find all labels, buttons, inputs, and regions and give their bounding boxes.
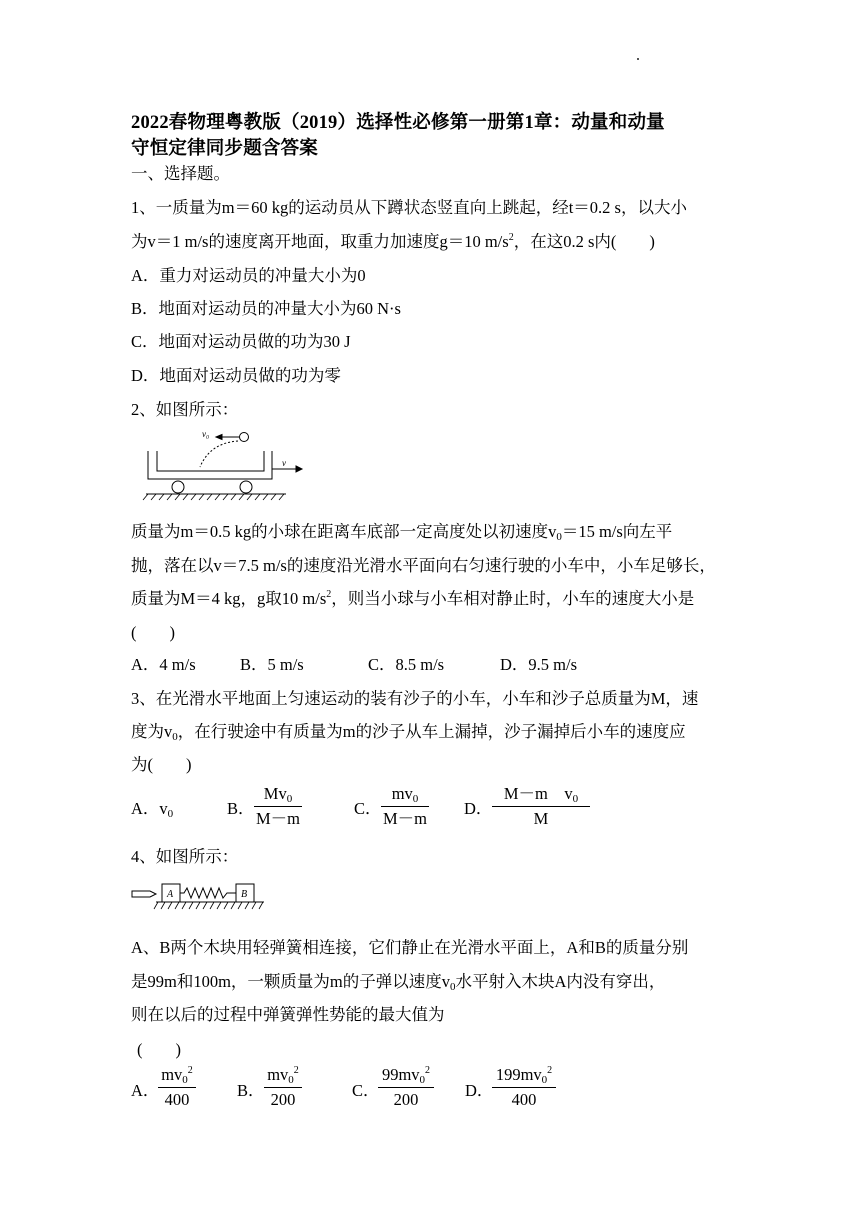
cart-inner-wall xyxy=(157,451,264,471)
q3-option-b-fraction xyxy=(254,786,302,827)
cart-wheel-left xyxy=(172,481,184,493)
q4-line2-subscript: 0 xyxy=(450,981,456,993)
ball xyxy=(240,433,249,442)
q4-option-d-denominator: 400 xyxy=(511,1089,537,1109)
q4-option-c-numerator: $99mv_0^2$ xyxy=(378,1067,434,1088)
q2-text-line-3 xyxy=(131,585,694,609)
q4-text-line-3: 则在以后的过程中弹簧弹性势能的最大值为 xyxy=(131,1005,445,1024)
q4-option-c-denominator: 200 xyxy=(393,1089,419,1109)
q2-line3-part-b: ，则当小球与小车相对静止时，小车的速度大小是 xyxy=(331,589,695,608)
q1-option-c: C．地面对运动员做的功为30 J xyxy=(131,332,351,351)
q3-option-a-value: v xyxy=(159,799,168,818)
q3-option-d-fraction xyxy=(492,786,590,827)
q2-text-line-2: 抛，落在以v＝7.5 m/s的速度沿光滑水平面向右匀速行驶的小车中，小车足够长， xyxy=(131,556,716,575)
q3-option-d-label: D． xyxy=(464,799,493,818)
q4-option-d-fraction xyxy=(492,1067,556,1108)
q3-line2-part-b: ，在行驶途中有质量为m的沙子从车上漏掉，沙子漏掉后小车的速度应 xyxy=(177,722,686,741)
q1-line2-superscript: 2 xyxy=(508,232,514,243)
page-mark xyxy=(637,58,639,60)
q4-option-a-label: A． xyxy=(131,1081,160,1100)
ball-velocity-arrowhead xyxy=(216,435,222,440)
q2-option-c: C．8.5 m/s xyxy=(368,655,445,674)
q4-line2-part-b: 水平射入木块A内没有穿出， xyxy=(455,972,666,991)
q2-line1-part-b: ＝15 m/s向左平 xyxy=(561,522,673,541)
q4-text-line-2 xyxy=(131,968,665,992)
cart-velocity-arrowhead xyxy=(296,466,302,472)
q3-text-line-2 xyxy=(131,718,686,742)
q2-text-line-1 xyxy=(131,518,672,542)
q1-option-d: D．地面对运动员做的功为零 xyxy=(131,366,341,385)
q2-answer-blank: ( ) xyxy=(131,623,175,642)
q3-option-c-denominator: M－m xyxy=(382,808,427,828)
q2-option-b: B．5 m/s xyxy=(240,655,304,674)
q4-option-d-label: D． xyxy=(465,1081,494,1100)
page-title-line-1: 2022春物理粤教版（2019）选择性必修第一册第1章：动量和动量 xyxy=(131,113,665,133)
q4-option-a-numerator: $mv_0^2$ xyxy=(158,1067,196,1088)
q2-line1-subscript: 0 xyxy=(556,531,562,543)
q4-option-d-numerator: $199mv_0^2$ xyxy=(492,1067,556,1088)
q1-option-b: B．地面对运动员的冲量大小为60 N·s xyxy=(131,299,401,318)
block-b-label: B xyxy=(241,889,248,900)
q3-answer-blank: 为( ) xyxy=(131,755,192,774)
cart-body xyxy=(148,451,272,479)
q2-option-a: A．4 m/s xyxy=(131,655,196,674)
q3-text-line-1: 3、在光滑水平地面上匀速运动的装有沙子的小车，小车和沙子总质量为M，速 xyxy=(131,689,699,708)
q1-option-a: A．重力对运动员的冲量大小为0 xyxy=(131,266,366,285)
q4-option-b-label: B． xyxy=(237,1081,265,1100)
q3-option-b-numerator: $Mv_0$ xyxy=(254,786,302,807)
q4-line2-part-a: 是99m和100m，一颗质量为m的子弹以速度v xyxy=(131,972,451,991)
section-heading: 一、选择题。 xyxy=(131,164,230,183)
q3-option-c-numerator: $mv_0$ xyxy=(381,786,429,807)
q3-option-c-label: C． xyxy=(354,799,382,818)
q4-option-a-denominator: 400 xyxy=(164,1089,190,1109)
q4-intro: 4、如图所示： xyxy=(131,847,239,866)
block-a-label: A xyxy=(167,889,174,900)
q3-option-c-fraction xyxy=(381,786,429,827)
spring xyxy=(180,888,236,898)
q4-option-c-fraction xyxy=(378,1067,434,1108)
q3-option-d-numerator: M－m $v_0$ xyxy=(492,786,590,807)
q1-line2-part-b: ，在这0.2 s内( ) xyxy=(513,232,655,251)
q3-option-a-subscript: 0 xyxy=(167,808,174,820)
q2-line3-superscript: 2 xyxy=(326,589,332,600)
q3-option-d-denominator: M xyxy=(533,808,549,828)
spring-blocks-figure xyxy=(130,880,270,914)
q1-line2-part-a: 为v＝1 m/s的速度离开地面，取重力加速度g＝10 m/s xyxy=(131,232,509,251)
q4-option-c-label: C． xyxy=(352,1081,380,1100)
q3-option-a xyxy=(131,795,173,819)
q1-text-line-2 xyxy=(131,228,655,252)
q3-option-b-denominator: M－m xyxy=(255,808,300,828)
q2-line1-part-a: 质量为m＝0.5 kg的小球在距离车底部一定高度处以初速度v xyxy=(131,522,557,541)
page-title-line-2: 守恒定律同步题含答案 xyxy=(131,139,319,159)
q3-line2-subscript: 0 xyxy=(172,731,178,743)
q1-text-line-1: 1、一质量为m＝60 kg的运动员从下蹲状态竖直向上跳起，经t＝0.2 s，以大小 xyxy=(131,198,687,217)
q3-line2-part-a: 度为v xyxy=(131,722,173,741)
ball-trajectory xyxy=(200,441,238,467)
q4-option-b-numerator: $mv_0^2$ xyxy=(264,1067,302,1088)
cart-wheel-right xyxy=(240,481,252,493)
q3-option-b-label: B． xyxy=(227,799,255,818)
q4-option-a-fraction xyxy=(158,1067,196,1108)
q4-option-b-fraction xyxy=(264,1067,302,1108)
q2-line3-part-a: 质量为M＝4 kg，g取10 m/s xyxy=(131,589,327,608)
ball-velocity-label: v₀ xyxy=(202,429,210,439)
q4-answer-blank: ( ) xyxy=(137,1040,181,1059)
q4-text-line-1: A、B两个木块用轻弹簧相连接，它们静止在光滑水平面上，A和B的质量分别 xyxy=(131,938,689,957)
bullet xyxy=(132,891,156,897)
cart-ball-figure xyxy=(140,425,320,505)
q4-option-b-denominator: 200 xyxy=(270,1089,296,1109)
cart-velocity-label: v xyxy=(282,458,286,468)
q2-intro: 2、如图所示： xyxy=(131,400,239,419)
q3-option-a-label: A． xyxy=(131,799,160,818)
q2-option-d: D．9.5 m/s xyxy=(500,655,578,674)
